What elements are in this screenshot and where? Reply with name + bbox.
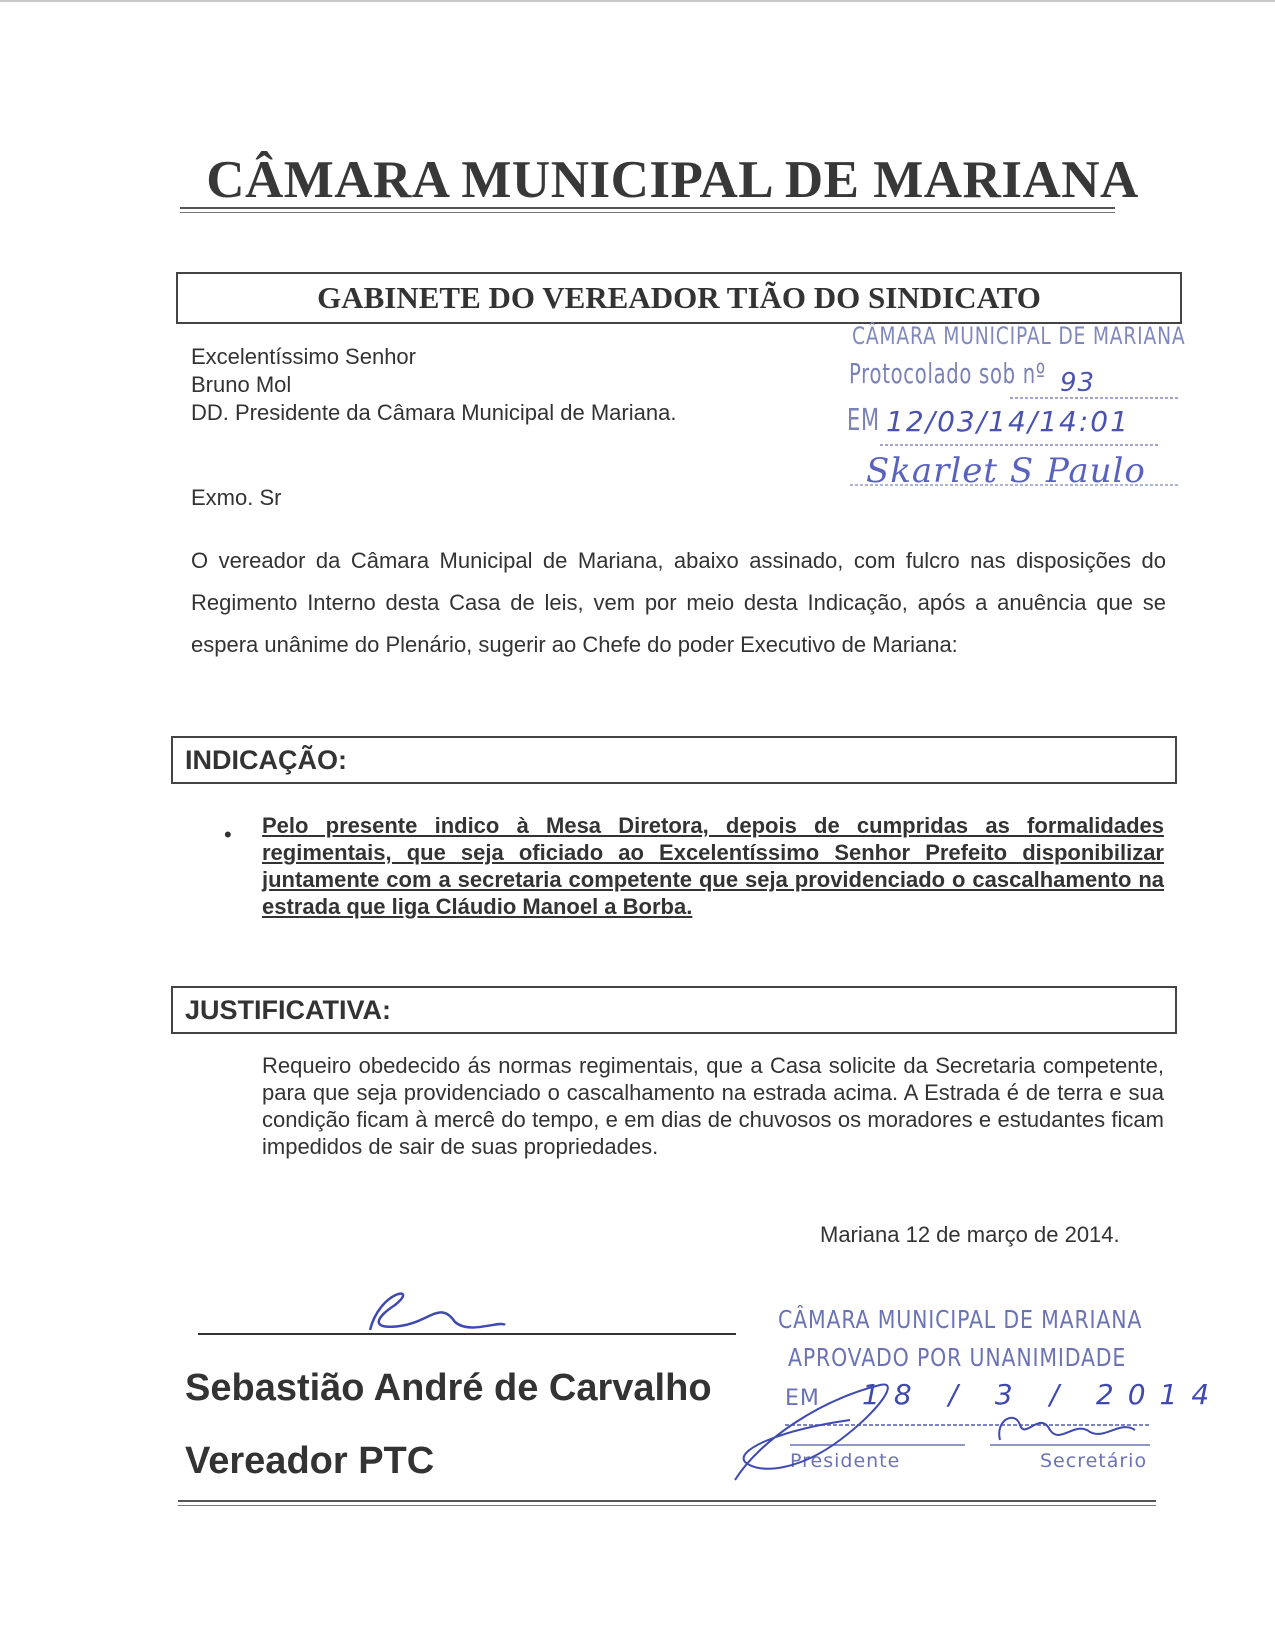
approval-stamp-line-2: APROVADO POR UNANIMIDADE xyxy=(788,1343,1127,1372)
protocol-stamp-label: Protocolado sob nº xyxy=(849,357,1046,390)
title-rule-thin xyxy=(180,212,1115,213)
justificativa-text: Requeiro obedecido ás normas regimentais, que a Casa solicite da Secretaria competente, para que seja providenciado o cascalhamento na estrada acima. A Estrada é de terra e sua condição ficam à mercê do tempo, e em dias de chuvosos os moradores e estudantes ficam impedidos de sair de suas propriedades. xyxy=(262,1053,1164,1159)
approval-date: 18 / 3 / 2014 xyxy=(862,1378,1224,1411)
protocol-number: 93 xyxy=(1060,368,1096,398)
salutation: Exmo. Sr xyxy=(191,485,282,510)
protocol-em-label: EM xyxy=(847,403,880,438)
indicacao-text: Pelo presente indico à Mesa Diretora, depois de cumpridas as formalidades regimentais, que seja oficiado ao Excelentíssimo Senhor Prefeito disponibilizar juntamente com a secretaria competente que seja providenciado o cascalhamento na estrada que liga Cláudio Manoel a Borba. xyxy=(262,813,1164,919)
signature-line xyxy=(198,1333,736,1335)
signatory-role: Vereador PTC xyxy=(185,1440,435,1482)
addressee-block xyxy=(191,343,676,427)
document-date: Mariana 12 de março de 2014. xyxy=(820,1222,1120,1247)
signatory-name: Sebastião André de Carvalho xyxy=(185,1367,712,1409)
document-title: CÂMARA MUNICIPAL DE MARIANA xyxy=(206,151,1139,209)
scan-edge xyxy=(0,0,1275,2)
intro-paragraph: O vereador da Câmara Municipal de Mariana, abaixo assinado, com fulcro nas disposições do Regimento Interno desta Casa de leis, vem por meio desta Indicação, após a anuência que se espera unânime do Plenário, sugerir ao Chefe do poder Executivo de Mariana: xyxy=(191,548,1166,657)
protocol-date: 12/03/14/14:01 xyxy=(886,405,1130,438)
addressee-line-2: Bruno Mol xyxy=(191,372,292,397)
footer-rule xyxy=(178,1500,1156,1502)
addressee-line-1: Excelentíssimo Senhor xyxy=(191,344,416,369)
approval-stamp-line-1: CÂMARA MUNICIPAL DE MARIANA xyxy=(778,1305,1143,1334)
indicacao-heading: INDICAÇÃO: xyxy=(171,736,1177,784)
approval-president-label: Presidente xyxy=(790,1450,901,1472)
protocol-stamp-header: CÂMARA MUNICIPAL DE MARIANA xyxy=(852,322,1186,350)
approval-em-label: EM xyxy=(785,1386,820,1411)
bullet-marker: • xyxy=(224,822,232,847)
gabinete-header: GABINETE DO VEREADOR TIÃO DO SINDICATO xyxy=(176,272,1182,324)
author-signature-icon xyxy=(370,1294,505,1330)
addressee-line-3: DD. Presidente da Câmara Municipal de Mariana. xyxy=(191,400,677,425)
footer-rule-thin xyxy=(178,1505,1156,1506)
protocol-signature: Skarlet S Paulo xyxy=(866,451,1146,491)
title-rule xyxy=(180,207,1115,209)
justificativa-heading: JUSTIFICATIVA: xyxy=(171,986,1177,1034)
approval-secretary-label: Secretário xyxy=(1040,1450,1148,1472)
author-signature-text: Selva xyxy=(360,1320,363,1321)
